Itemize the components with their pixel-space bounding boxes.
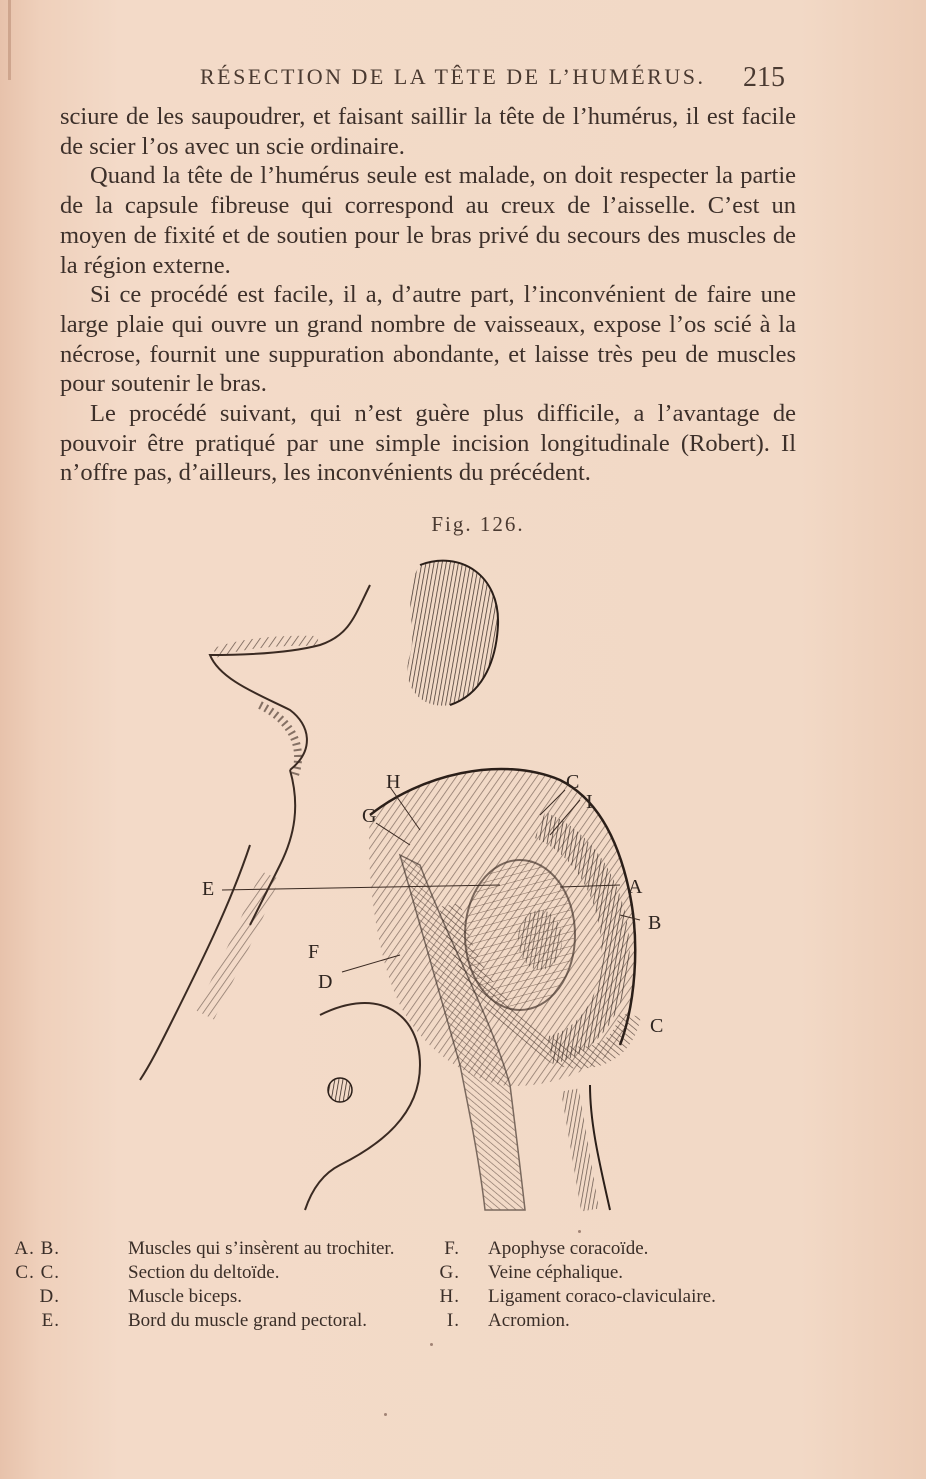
legend-key: D.: [39, 1286, 60, 1307]
legend-text: Muscles qui s’insèrent au trochiter.: [128, 1238, 395, 1259]
legend-key: E.: [41, 1310, 60, 1331]
nipple: [328, 1078, 352, 1102]
legend-key: F.: [444, 1238, 460, 1259]
figure-label-i: I: [586, 791, 593, 813]
figure-label-c-top: C: [566, 771, 580, 793]
legend-text: Bord du muscle grand pectoral.: [128, 1310, 368, 1331]
figure-label-b: B: [648, 912, 662, 934]
figure-caption: [0, 512, 926, 537]
figure-label-f: F: [308, 941, 320, 963]
legend-key: G.: [439, 1262, 460, 1283]
paragraph: Quand la tête de l’humérus seule est malade, on doit respecter la partie de la capsule fibreuse qui correspond au creux de l’aisselle. C’est un moyen de fixité et de soutien pour le bras privé du secours des muscles de la région externe.: [60, 162, 796, 279]
page-number: 215: [743, 62, 785, 93]
legend-text: Veine céphalique.: [488, 1262, 624, 1283]
page-header: [0, 64, 926, 98]
figure-label-d: D: [318, 971, 333, 993]
paragraph: sciure de les saupoudrer, et faisant saillir la tête de l’humérus, il est facile de scier l’os avec un scie ordinaire.: [60, 103, 796, 160]
paragraph: Le procédé suivant, qui n’est guère plus difficile, a l’avantage de pouvoir être pratiqué par une simple incision longitudinale (Robert). Il n’offre pas, d’ailleurs, les inconvénients du précédent.: [60, 400, 796, 487]
body-text: [60, 102, 796, 488]
figure-label-a: A: [628, 876, 643, 898]
figure-label-c-right: C: [650, 1015, 664, 1037]
legend-text: Acromion.: [488, 1310, 570, 1331]
legend-key: A. B.: [14, 1238, 60, 1259]
anatomical-engraving: [120, 545, 720, 1225]
figure-number: Fig. 126.: [431, 512, 525, 536]
legend-key: H.: [439, 1286, 460, 1307]
face-profile: [210, 585, 370, 770]
running-head: RÉSECTION DE LA TÊTE DE L’HUMÉRUS.: [200, 64, 706, 89]
figure-label-h: H: [386, 771, 401, 793]
breast-contour: [305, 1003, 420, 1210]
hair-shading: [407, 561, 498, 706]
legend-text: Ligament coraco-claviculaire.: [488, 1286, 716, 1307]
paragraph: Si ce procédé est facile, il a, d’autre part, l’inconvénient de faire une large plaie qui ouvre un grand nombre de vaisseaux, expose l’os scié à la nécrose, fournit une suppuration abondante, et laisse très peu de muscles pour soutenir le bras.: [60, 281, 796, 398]
legend-text: Apophyse coracoïde.: [488, 1238, 649, 1259]
paper-speck: [430, 1343, 433, 1346]
paper-speck: [384, 1413, 387, 1416]
figure-label-g: G: [362, 805, 377, 827]
figure-label-e: E: [202, 878, 215, 900]
legend-key: I.: [446, 1310, 460, 1331]
paper-speck: [578, 1230, 581, 1233]
legend-text: Muscle biceps.: [128, 1286, 242, 1307]
legend-key: C. C.: [15, 1262, 60, 1283]
legend-text: Section du deltoïde.: [128, 1262, 280, 1283]
